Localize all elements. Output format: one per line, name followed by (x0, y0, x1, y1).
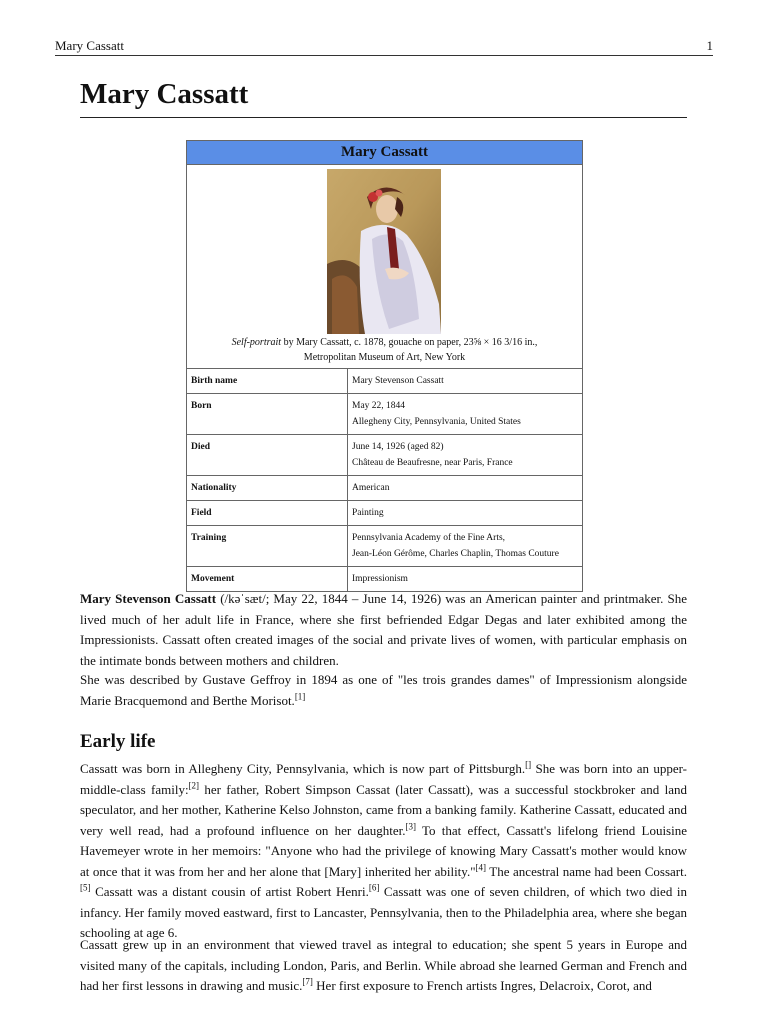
row-value (348, 501, 583, 526)
infobox-row (187, 394, 582, 435)
row-label: Birth name (187, 369, 348, 394)
running-header (55, 37, 713, 56)
text-run: her father, Robert Simpson Cassat (later Cassatt), was a successful stockbroker and land speculator, and her mother, Katherine Kelso Johnston, came from a banking family. Katherine Cassatt, educated and very well read, had a profound influence on her daughter. (80, 781, 687, 838)
citation-link[interactable]: [4] (475, 862, 487, 873)
row-value (348, 394, 583, 435)
row-value-line1: May 22, 1844 (352, 401, 406, 411)
row-value-line1: Mary Stevenson Cassatt (352, 376, 444, 386)
intro-paragraph-2 (80, 670, 687, 711)
infobox-row (187, 501, 582, 526)
caption-line2: Metropolitan Museum of Art, New York (303, 352, 466, 363)
text-run: Cassatt was a distant cousin of artist Robert Henri. (90, 884, 369, 899)
citation-link[interactable]: [5] (80, 882, 91, 893)
row-label: Born (187, 394, 348, 435)
row-value-line1[interactable]: Impressionism (352, 574, 408, 584)
row-value-line2[interactable]: Allegheny City, Pennsylvania, United States (352, 417, 521, 427)
row-value-line2[interactable]: Château de Beaufresne, near Paris, France (352, 458, 513, 468)
text-run: Cassatt was born in Allegheny City, Pennsylvania, which is now part of Pittsburgh. (80, 761, 526, 776)
running-title: Mary Cassatt (55, 38, 124, 53)
row-label: Nationality (187, 476, 348, 501)
row-label: Training (187, 526, 348, 567)
citation-link[interactable]: [2] (188, 780, 200, 791)
infobox-row (187, 476, 582, 501)
early-life-paragraph-2 (80, 935, 687, 997)
text-run: The ancestral name had been Cossart. (486, 863, 687, 879)
infobox (186, 140, 583, 592)
infobox-image-area (187, 165, 582, 335)
citation-link[interactable]: [] (525, 759, 532, 770)
intro-text: (/kəˈsæt/; May 22, 1844 – June 14, 1926) was an American painter and printmaker. She lived much of her adult life in France, where she first befriended Edgar Degas and later exhibited among the Impressionists. Cassatt often created images of the social and private lives of women, with particular emphasis on the intimate bonds between mothers and children. (80, 591, 687, 668)
row-value-line2[interactable]: Jean-Léon Gérôme, Charles Chaplin, Thomas Couture (352, 549, 559, 559)
text-run: To that effect, Cassatt's lifelong friend Louisine Havemeyer wrote in her memoirs: "Anyone who had the privilege of knowing Mary Cassatt's mother would know at once that it was from her and her alone that [Mary] inherited her ability." (80, 822, 688, 879)
intro-paragraph (80, 589, 687, 671)
row-label: Movement (187, 567, 348, 592)
infobox-row (187, 435, 582, 476)
infobox-table (187, 368, 582, 591)
text-run: Cassatt grew up in an environment that viewed travel as integral to education; she spent 5 years in Europe and visited many of the capitals, including London, Paris, and Berlin. While abroad she learned German and French and had her first lessons in drawing and music. (80, 937, 687, 993)
citation-link[interactable]: [3] (405, 821, 416, 832)
row-value (348, 435, 583, 476)
page-number: 1 (706, 38, 713, 53)
citation-link[interactable]: [6] (368, 882, 380, 893)
infobox-row (187, 526, 582, 567)
page-title: Mary Cassatt (80, 78, 249, 110)
citation-link[interactable]: [1] (294, 691, 306, 702)
row-value (348, 476, 583, 501)
infobox-caption (187, 335, 582, 368)
text-run: Cassatt was one of seven children, of which two died in infancy. Her family moved eastward, first to Lancaster, Pennsylvania, then to the Philadelphia area, where she began schooling at age 6. (80, 884, 687, 940)
title-divider (80, 117, 687, 118)
early-life-paragraph (80, 759, 687, 944)
subject-name: Mary Stevenson Cassatt (80, 591, 217, 606)
caption-italic: Self-portrait (231, 337, 282, 348)
section-heading-early-life: Early life (80, 731, 156, 752)
row-label: Died (187, 435, 348, 476)
intro-text-2: She was described by Gustave Geffroy in 1894 as one of "les trois grandes dames" of Impressionism alongside Marie Bracquemond and Berthe Morisot. (80, 672, 687, 708)
self-portrait-image[interactable] (327, 169, 441, 334)
infobox-heading: Mary Cassatt (187, 141, 582, 165)
citation-link[interactable]: [7] (302, 976, 313, 987)
row-value (348, 369, 583, 394)
infobox-row (187, 567, 582, 592)
row-value-line1[interactable]: American (352, 483, 390, 493)
row-label: Field (187, 501, 348, 526)
row-value-line1[interactable]: Painting (352, 508, 384, 518)
row-value (348, 567, 583, 592)
text-run: She was born into an upper-middle-class family: (80, 761, 687, 797)
text-run: Her first exposure to French artists Ingres, Delacroix, Corot, and (312, 978, 652, 993)
caption-text: by Mary Cassatt, c. 1878, gouache on paper, 23⅝ × 16 3/16 in., (281, 337, 538, 348)
infobox-row (187, 369, 582, 394)
row-value (348, 526, 583, 567)
row-value-line1[interactable]: Pennsylvania Academy of the Fine Arts, (352, 533, 506, 543)
row-value-line1: June 14, 1926 (aged 82) (352, 442, 444, 452)
